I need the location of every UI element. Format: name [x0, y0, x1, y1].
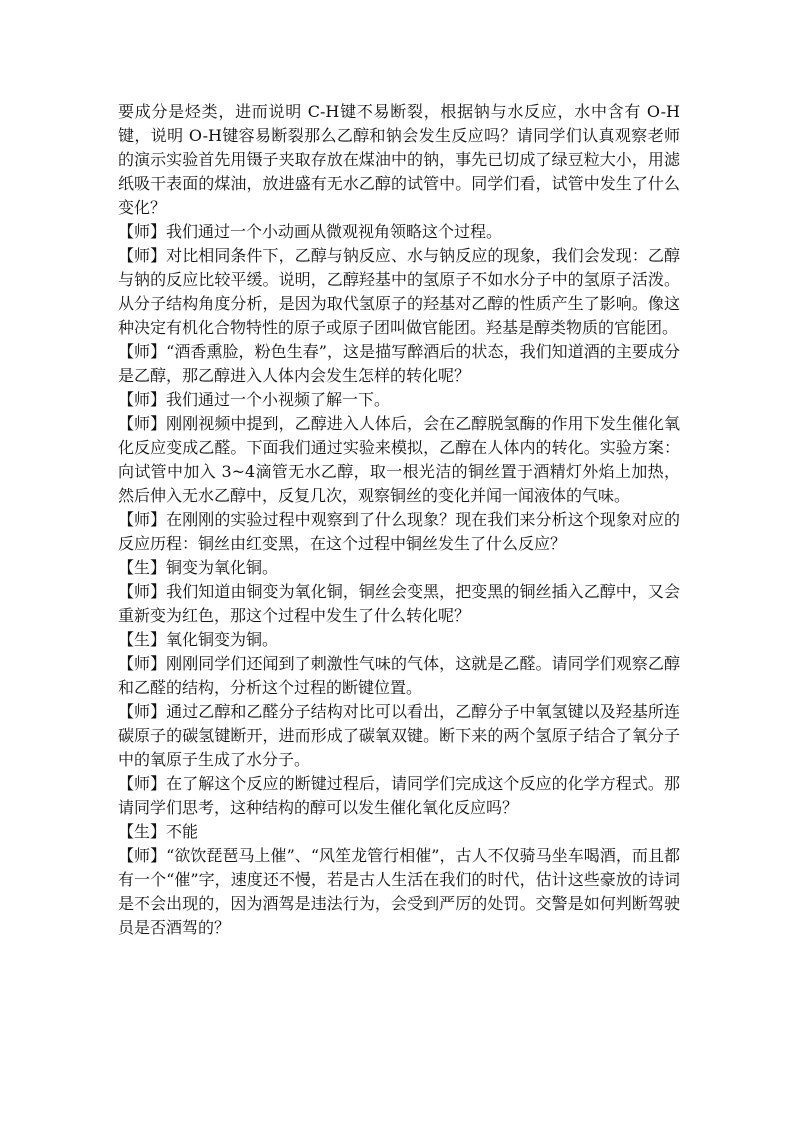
paragraph-teacher-equation: 【师】在了解这个反应的断键过程后，请同学们完成这个反应的化学方程式。那请同学们思考，这种结构的醇可以发生催化氧化反应吗？: [118, 774, 680, 817]
paragraph-student-answer-1: 【生】铜变为氧化铜。: [118, 558, 279, 577]
paragraph-teacher-video: 【师】我们通过一个小视频了解一下。: [118, 390, 391, 409]
paragraph-teacher-observation: 【师】在刚刚的实验过程中观察到了什么现象？现在我们来分析这个现象对应的反应历程：铜丝由红变黑，在这个过程中铜丝发生了什么反应？: [118, 510, 680, 553]
paragraph-teacher-poem: 【师】“酒香熏脸，粉色生春”，这是描写醉酒后的状态，我们知道酒的主要成分是乙醇，那乙醇进入人体内会发生怎样的转化呢？: [118, 342, 680, 385]
paragraph-teacher-animation: 【师】我们通过一个小动画从微观视角领略这个过程。: [118, 222, 503, 241]
paragraph-teacher-drunk-driving: 【师】“欲饮琵琶马上催”、“风笙龙管行相催”，古人不仅骑马坐车喝酒，而且都有一个“催”字，速度还不慢，若是古人生活在我们的时代，估计这些豪放的诗词是不会出现的，因为酒驾是违法行为，会受到严厉的处罚。交警是如何判断驾驶员是否酒驾的？: [118, 846, 680, 937]
paragraph-student-answer-2: 【生】氧化铜变为铜。: [118, 630, 279, 649]
paragraph-teacher-comparison: 【师】对比相同条件下，乙醇与钠反应、水与钠反应的现象，我们会发现：乙醇与钠的反应比较平缓。说明，乙醇羟基中的氢原子不如水分子中的氢原子活泼。从分子结构角度分析，是因为取代氢原子的羟基对乙醇的性质产生了影响。像这种决定有机化合物特性的原子或原子团叫做官能团。羟基是醇类物质的官能团。: [118, 246, 680, 337]
document-page: [118, 100, 680, 940]
paragraph-teacher-experiment: 【师】刚刚视频中提到，乙醇进入人体后，会在乙醇脱氢酶的作用下发生催化氧化反应变成乙醛。下面我们通过实验来模拟，乙醇在人体内的转化。实验方案：向试管中加入 3~4滴管无水乙醇，取一根光洁的铜丝置于酒精灯外焰上加热，然后伸入无水乙醇中，反复几次，观察铜丝的变化并闻一闻液体的气味。: [118, 414, 680, 505]
paragraph-teacher-aldehyde: 【师】刚刚同学们还闻到了刺激性气味的气体，这就是乙醛。请同学们观察乙醇和乙醛的结构，分析这个过程的断键位置。: [118, 654, 680, 697]
paragraph-teacher-structure: 【师】通过乙醇和乙醛分子结构对比可以看出，乙醇分子中氧氢键以及羟基所连碳原子的碳氢键断开，进而形成了碳氧双键。断下来的两个氢原子结合了氧分子中的氧原子生成了水分子。: [118, 702, 680, 769]
paragraph-continuation: 要成分是烃类，进而说明 C-H键不易断裂，根据钠与水反应，水中含有 O-H键，说明 O-H键容易断裂那么乙醇和钠会发生反应吗？请同学们认真观察老师的演示实验首先用镊子夹取存放在煤油中的钠，事先已切成了绿豆粒大小，用滤纸吸干表面的煤油，放进盛有无水乙醇的试管中。同学们看，试管中发生了什么变化？: [118, 102, 680, 217]
paragraph-teacher-reduction: 【师】我们知道由铜变为氧化铜，铜丝会变黑，把变黑的铜丝插入乙醇中，又会重新变为红色，那这个过程中发生了什么转化呢？: [118, 582, 680, 625]
paragraph-student-answer-3: 【生】不能: [118, 822, 199, 841]
